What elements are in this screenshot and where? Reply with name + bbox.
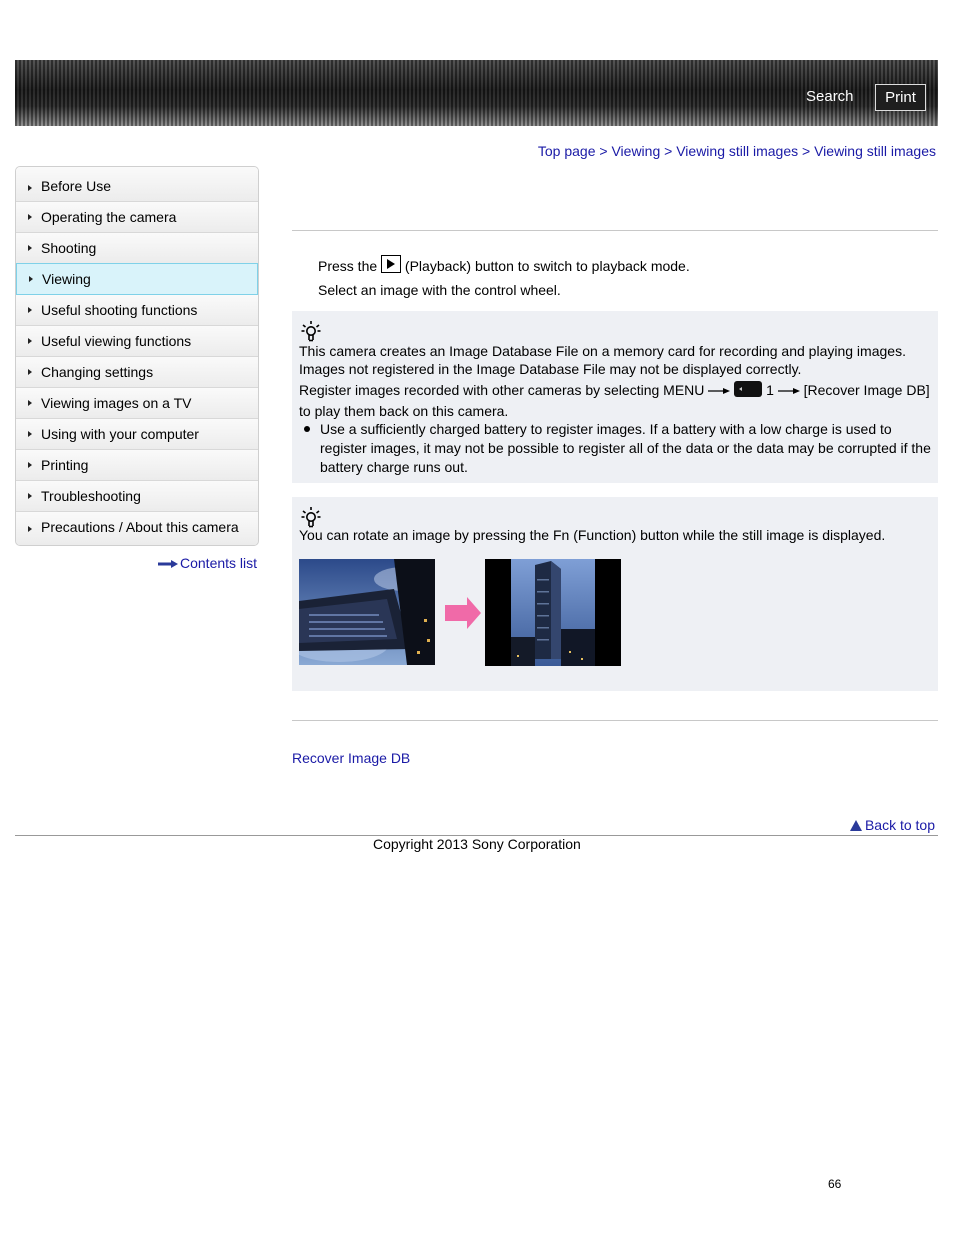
triangle-right-icon — [28, 431, 32, 437]
triangle-right-icon — [28, 245, 32, 251]
breadcrumb-current[interactable]: Viewing still images — [814, 143, 936, 159]
contents-list-label: Contents list — [180, 555, 258, 571]
triangle-right-icon — [28, 338, 32, 344]
sideways-photo — [299, 559, 435, 665]
breadcrumb — [538, 143, 936, 159]
hint-box-rotate — [292, 497, 938, 691]
steps — [318, 254, 690, 302]
note-line-4: to play them back on this camera. — [299, 403, 509, 419]
arrow-right-icon — [158, 560, 178, 568]
step-1-text: Press the — [318, 258, 378, 274]
playback-button-icon — [381, 255, 401, 273]
arrow-right-icon — [708, 387, 730, 395]
triangle-right-icon — [28, 493, 32, 499]
breadcrumb-top-page[interactable]: Top page — [537, 143, 596, 159]
step-1-text-after: (Playback) button to switch to playback mode. — [404, 258, 690, 274]
rotate-tip-text: You can rotate an image by pressing the Fn (Function) button while the still image is displayed. — [299, 527, 886, 543]
note-line-2: Images not registered in the Image Database File may not be displayed correctly. — [299, 361, 802, 377]
triangle-right-icon — [28, 185, 32, 191]
breadcrumb-viewing-still-images[interactable]: Viewing still images — [676, 143, 799, 159]
sidebar-item-before-use[interactable] — [16, 167, 258, 202]
related-link-recover-image-db[interactable]: Recover Image DB — [292, 750, 411, 766]
sidebar-item-label: Troubleshooting — [41, 488, 141, 504]
sidebar-item-label: Useful shooting functions — [41, 302, 198, 318]
lightbulb-icon — [301, 320, 321, 342]
note-line-3 — [299, 381, 931, 399]
breadcrumb-viewing[interactable]: Viewing — [611, 143, 661, 159]
divider — [292, 230, 938, 231]
header-bar — [15, 60, 938, 126]
sidebar-item-printing[interactable] — [16, 450, 258, 481]
back-to-top-link[interactable] — [850, 817, 935, 833]
setup-menu-icon — [734, 381, 762, 397]
rotation-illustration — [299, 559, 621, 666]
sidebar-item-label: Operating the camera — [41, 209, 177, 225]
print-button[interactable]: Print — [875, 84, 926, 111]
lightbulb-icon — [301, 506, 321, 528]
note-line-3-item: [Recover Image DB] — [803, 382, 930, 398]
arrow-right-icon — [778, 387, 800, 395]
sidebar-item-label: Precautions / About this camera — [41, 519, 239, 535]
sidebar-item-operating-the-camera[interactable] — [16, 202, 258, 233]
breadcrumb-separator: > — [599, 143, 608, 159]
sidebar-nav — [15, 166, 259, 546]
triangle-right-icon — [28, 462, 32, 468]
page-number: 66 — [828, 1177, 842, 1191]
sidebar-item-label: Printing — [41, 457, 89, 473]
sidebar-item-label: Using with your computer — [41, 426, 199, 442]
triangle-right-icon — [28, 400, 32, 406]
sidebar-item-changing-settings[interactable] — [16, 357, 258, 388]
sidebar-item-label: Shooting — [41, 240, 97, 256]
sidebar-item-label: Changing settings — [41, 364, 154, 380]
note-bullet: Use a sufficiently charged battery to register images. If a battery with a low charge is used to register images, it may not be possible to register all of the data or the data may be corrupted if the battery charge runs out. — [299, 420, 931, 477]
sidebar-item-label: Useful viewing functions — [41, 333, 192, 349]
step-2: Select an image with the control wheel. — [318, 282, 561, 298]
search-link[interactable]: Search — [806, 88, 854, 105]
contents-list-link[interactable] — [158, 555, 257, 571]
sidebar-item-useful-viewing-functions[interactable] — [16, 326, 258, 357]
triangle-right-icon — [28, 526, 32, 532]
sidebar-item-troubleshooting[interactable] — [16, 481, 258, 512]
triangle-right-icon — [28, 369, 32, 375]
note-line-3-text: Register images recorded with other cameras by selecting MENU — [299, 382, 705, 398]
sidebar-item-shooting[interactable] — [16, 233, 258, 264]
triangle-right-icon — [29, 276, 33, 282]
breadcrumb-separator: > — [802, 143, 811, 159]
sidebar-item-label: Viewing — [42, 271, 91, 287]
arrow-right-icon — [445, 597, 481, 629]
back-to-top-label: Back to top — [864, 817, 935, 833]
hint-box-image-db — [292, 311, 938, 483]
copyright: Copyright 2013 Sony Corporation — [373, 836, 581, 852]
triangle-up-icon — [850, 820, 862, 831]
triangle-right-icon — [28, 307, 32, 313]
rotated-photo — [485, 559, 621, 666]
sidebar-item-label: Viewing images on a TV — [41, 395, 192, 411]
breadcrumb-separator: > — [664, 143, 673, 159]
step-1 — [318, 254, 690, 278]
sidebar-item-label: Before Use — [41, 178, 112, 194]
sidebar-item-viewing[interactable] — [16, 263, 258, 295]
sidebar-item-viewing-images-on-a-tv[interactable] — [16, 388, 258, 419]
divider — [292, 720, 938, 721]
sidebar-item-useful-shooting-functions[interactable] — [16, 295, 258, 326]
note-line-1: This camera creates an Image Database File on a memory card for recording and playing images. — [299, 343, 906, 359]
triangle-right-icon — [28, 214, 32, 220]
sidebar-item-precautions[interactable] — [16, 512, 258, 545]
sidebar-item-using-with-your-computer[interactable] — [16, 419, 258, 450]
note-line-3-number: 1 — [766, 382, 774, 398]
